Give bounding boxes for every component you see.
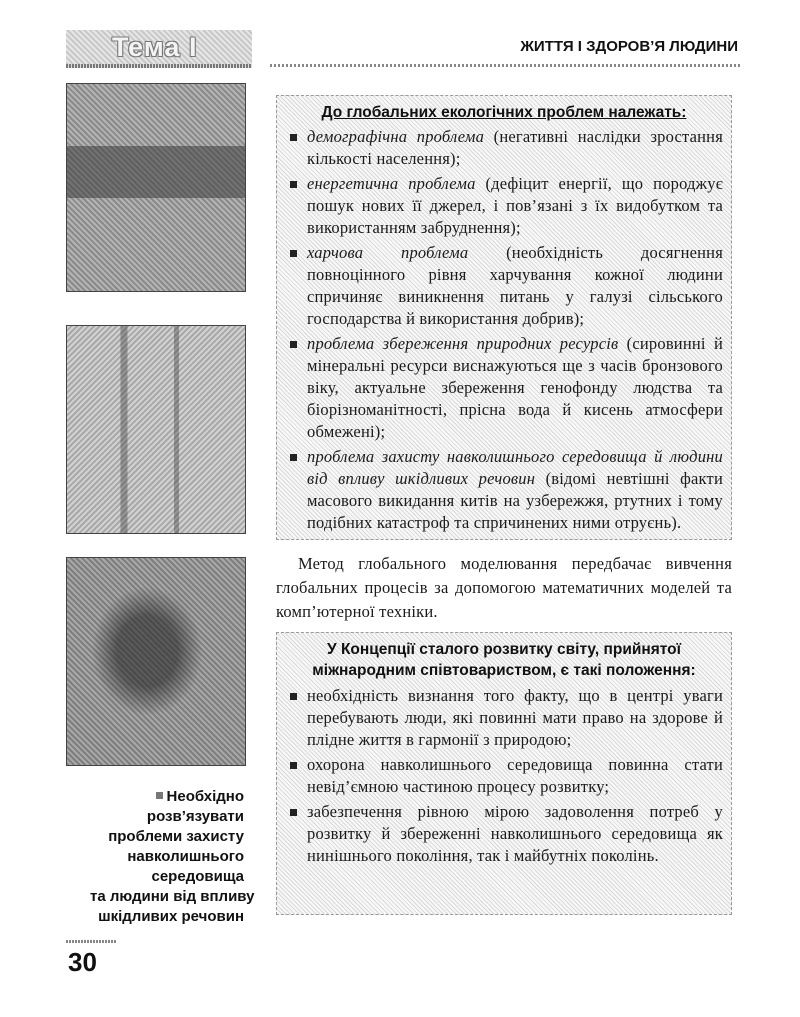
global-problems-box <box>276 95 732 540</box>
photo-caption: Необхідно розв’язувати проблеми захисту навколишнього середовища та людини від впливу шкідливих речовин <box>90 788 255 925</box>
global-problems-list <box>285 126 723 534</box>
header-rule-right <box>270 64 740 67</box>
sustainable-development-heading: У Концепції сталого розвитку світу, прийнятої міжнародним співтовариством, є такі положення: <box>312 641 696 679</box>
list-item: необхідність визнання того факту, що в центрі уваги перебувають люди, які повинні мати право на здорове й плідне життя в гармонії з природою; <box>285 685 723 751</box>
bullet-icon <box>290 341 297 348</box>
list-item: проблема збереження природних ресурсів (сировинні й мінеральні ресурси виснажуються ще з часів бронзового віку, актуальне збереження генофонду людства та біорізноманітності, прісна вода й кисень атмосфери обмежені); <box>285 333 723 443</box>
list-item: демографічна проблема (негативні наслідки зростання кількості населення); <box>285 126 723 170</box>
bullet-icon <box>290 762 297 769</box>
modeling-paragraph: Метод глобального моделювання передбачає вивчення глобальних процесів за допомогою математичних моделей та комп’ютерної техніки. <box>276 554 732 621</box>
bullet-icon <box>290 250 297 257</box>
list-item: проблема захисту навколишнього середовища й людини від впливу шкідливих речовин (відомі невтішні факти масового викидання китів на узбережжя, ртутних і тому подібних катастроф та спричинених ними отруєнь). <box>285 446 723 534</box>
photo-garbage-bulldozer <box>66 83 246 292</box>
photo-smokestacks <box>66 325 246 534</box>
list-item: охорона навколишнього середовища повинна стати невід’ємною частиною процесу розвитку; <box>285 754 723 798</box>
bullet-icon <box>290 809 297 816</box>
bullet-icon <box>290 454 297 461</box>
header-tab-label: Тема I <box>112 32 198 62</box>
footer-rule <box>66 940 116 943</box>
sustainable-development-box <box>276 632 732 915</box>
page-number: 30 <box>68 947 97 977</box>
section-title: ЖИТТЯ І ЗДОРОВ’Я ЛЮДИНИ <box>520 38 738 55</box>
sustainable-development-list <box>285 685 723 867</box>
list-item: харчова проблема (необхідність досягнення повноцінного рівня харчування кожної людини спричиняє виникнення питань у галузі сільського господарства й використання добрив); <box>285 242 723 330</box>
bullet-icon <box>290 693 297 700</box>
caption-bullet-icon <box>156 792 163 799</box>
bullet-icon <box>290 181 297 188</box>
header-rule-left <box>66 64 252 68</box>
list-item: енергетична проблема (дефіцит енергії, що породжує пошук нових її джерел, і пов’язані з їх видобутком та використанням забруднення); <box>285 173 723 239</box>
global-problems-heading: До глобальних екологічних проблем належать: <box>321 104 687 121</box>
bullet-icon <box>290 134 297 141</box>
photo-oil-covered-bird <box>66 557 246 766</box>
list-item: забезпечення рівною мірою задоволення потреб у розвитку й збереженні навколишнього середовища як нинішнього покоління, так і майбутніх поколінь. <box>285 801 723 867</box>
